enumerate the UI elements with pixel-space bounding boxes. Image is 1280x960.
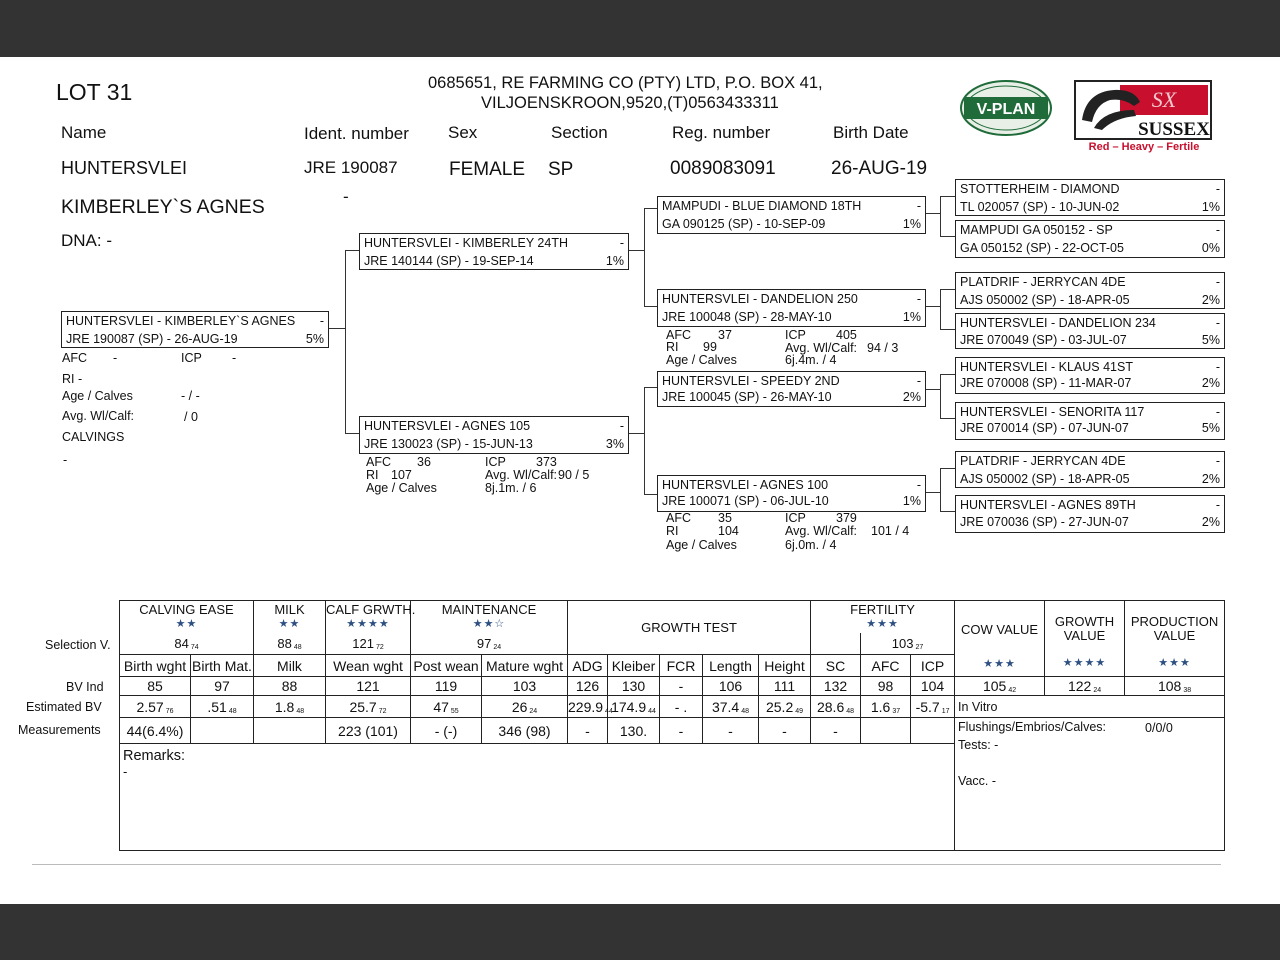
pedigree-gp-box[interactable]: HUNTERSVLEI - DANDELION 250 - JRE 100048 (SP) - 28-MAY-10 1% (657, 289, 926, 327)
est-acc: 76 (165, 707, 174, 715)
pedigree-name: HUNTERSVLEI - DANDELION 234 (960, 316, 1156, 330)
animal-section: SP (548, 159, 574, 180)
svg-text:Red – Heavy – Fertile: Red – Heavy – Fertile (1088, 141, 1200, 153)
gp2-ri-label: RI (666, 340, 679, 354)
col-header: Birth Mat. (191, 655, 254, 677)
animal-ident-dash: - (343, 187, 349, 206)
connector (644, 208, 645, 306)
est-acc: 37 (892, 707, 901, 715)
connector (345, 250, 346, 433)
self-afc-value: - (113, 351, 118, 365)
pedigree-name: HUNTERSVLEI - DANDELION 250 (662, 292, 858, 306)
selection-maintenance: 97 (476, 635, 492, 651)
est-value: - . (674, 698, 688, 715)
animal-reg: 0089083091 (670, 158, 776, 179)
gp4-ri-value: 104 (718, 524, 739, 538)
pedigree-pct: 2% (1201, 293, 1220, 307)
bv-cell: 104 (911, 677, 955, 696)
dam-afc-label: AFC (366, 455, 391, 469)
vplan-logo (960, 80, 1052, 136)
connector (940, 374, 941, 418)
bv-cell: 126 (568, 677, 608, 696)
col-header: SC (811, 655, 861, 677)
connector (940, 289, 955, 290)
group-fertility: FERTILITY (850, 602, 915, 618)
col-header: AFC (861, 655, 911, 677)
dam-age-value: 8j.1m. / 6 (485, 481, 537, 495)
self-afc-label: AFC (62, 351, 87, 365)
gp4-age-label: Age / Calves (666, 538, 737, 552)
table-row (120, 696, 1225, 718)
growth-value: 122 (1067, 678, 1092, 694)
selection-calf-acc: 72 (375, 643, 384, 651)
lot-number: LOT 31 (56, 79, 133, 105)
dam-afc-value: 36 (417, 455, 431, 469)
calving-stars-icon: ★★ (175, 618, 198, 631)
meas-cell: 346 (98) (482, 718, 568, 744)
est-acc: 44 (648, 707, 656, 715)
pedigree-pct: 1% (1201, 200, 1220, 214)
self-icp-value: - (232, 351, 237, 365)
est-value: 25.7 (349, 698, 377, 715)
pedigree-id: JRE 070014 (SP) - 07-JUN-07 (960, 421, 1129, 435)
header-section: Section (551, 123, 608, 142)
connector (644, 387, 645, 494)
est-value: 1.6 (870, 698, 891, 715)
col-header: FCR (660, 655, 703, 677)
genetics-table (119, 600, 1225, 851)
est-acc: 55 (450, 707, 459, 715)
pedigree-id: JRE 070036 (SP) - 27-JUN-07 (960, 515, 1129, 529)
est-acc: 48 (741, 707, 750, 715)
pedigree-name: STOTTERHEIM - DIAMOND (960, 182, 1120, 196)
footer-divider (32, 864, 1221, 865)
pedigree-name: MAMPUDI GA 050152 - SP (960, 223, 1113, 237)
meas-cell: - (811, 718, 861, 744)
selection-milk-acc: 48 (293, 643, 302, 651)
pedigree-pct: 5% (1201, 333, 1220, 347)
col-header: ICP (911, 655, 955, 677)
connector (345, 250, 359, 251)
connector (940, 329, 955, 330)
dam-avg-label: Avg. Wl/Calf: (485, 468, 558, 482)
fertility-stars-icon: ★★★ (866, 618, 899, 631)
col-header: Length (703, 655, 759, 677)
vaccinations: Vacc. - (958, 774, 997, 788)
self-avg-label: Avg. Wl/Calf: (62, 409, 135, 423)
pedigree-name: MAMPUDI - BLUE DIAMOND 18TH (662, 199, 862, 213)
col-header: Kleiber (608, 655, 660, 677)
meas-cell (191, 718, 254, 744)
bv-cell: 98 (861, 677, 911, 696)
meas-cell (911, 718, 955, 744)
pedigree-id: JRE 070008 (SP) - 11-MAR-07 (960, 376, 1132, 390)
group-calf-growth: CALF GRWTH. (326, 602, 416, 618)
connector (940, 468, 955, 469)
group-growth-test: GROWTH TEST (641, 620, 737, 635)
pedigree-id: JRE 070049 (SP) - 03-JUL-07 (960, 333, 1127, 347)
gp4-age-value: 6j.0m. / 4 (785, 538, 837, 552)
selection-maintenance-acc: 24 (493, 643, 502, 651)
in-vitro: In Vitro (958, 699, 998, 714)
pedigree-name: HUNTERSVLEI - SENORITA 117 (960, 405, 1145, 419)
meas-cell: - (660, 718, 703, 744)
pedigree-name: PLATDRIF - JERRYCAN 4DE (960, 275, 1126, 289)
pedigree-id: JRE 190087 (SP) - 26-AUG-19 (66, 332, 238, 346)
growth-value-stars-icon: ★★★★ (1062, 657, 1107, 670)
gp2-afc-value: 37 (718, 328, 732, 342)
flushings-value: 0/0/0 (1145, 721, 1173, 735)
bv-cell: 119 (411, 677, 482, 696)
connector (644, 387, 657, 388)
calf-stars-icon: ★★★★ (346, 618, 390, 631)
bv-cell: 132 (811, 677, 861, 696)
pedigree-pct: 1% (902, 494, 921, 508)
pedigree-pct: 3% (605, 437, 624, 451)
dam-icp-label: ICP (485, 455, 506, 469)
connector (926, 306, 940, 307)
animal-birth: 26-AUG-19 (831, 158, 928, 179)
pedigree-ggp-box[interactable]: PLATDRIF - JERRYCAN 4DE - AJS 050002 (SP) - 18-APR-05 2% (955, 272, 1225, 309)
pedigree-name: HUNTERSVLEI - KLAUS 41ST (960, 360, 1133, 374)
gp2-icp-value: 405 (836, 328, 857, 342)
dna: DNA: - (61, 231, 112, 250)
self-age-label: Age / Calves (62, 389, 133, 403)
pedigree-pct: 1% (902, 310, 921, 324)
pedigree-name: HUNTERSVLEI - AGNES 100 (662, 478, 829, 492)
pedigree-name: HUNTERSVLEI - SPEEDY 2ND (662, 374, 840, 388)
connector (644, 208, 657, 209)
pedigree-id: JRE 140144 (SP) - 19-SEP-14 (364, 254, 534, 268)
header-birth: Birth Date (833, 123, 909, 142)
pedigree-name: HUNTERSVLEI - KIMBERLEY`S AGNES (66, 314, 296, 328)
cow-value-acc: 42 (1008, 687, 1017, 694)
dam-ri-value: 107 (391, 468, 412, 482)
pedigree-name: HUNTERSVLEI - AGNES 89TH (960, 498, 1136, 512)
selection-milk: 88 (277, 635, 292, 651)
est-acc: 48 (296, 707, 305, 715)
pedigree-gp-box[interactable]: MAMPUDI - BLUE DIAMOND 18TH - GA 090125 (SP) - 10-SEP-09 1% (657, 196, 926, 234)
connector (940, 236, 955, 237)
est-acc: 48 (846, 707, 855, 715)
pedigree-gp-box[interactable]: HUNTERSVLEI - AGNES 100 - JRE 100071 (SP) - 06-JUL-10 1% (657, 475, 926, 512)
self-icp-label: ICP (181, 351, 202, 365)
est-acc: 48 (228, 707, 237, 715)
owner-line-2: VILJOENSKROON,9520,(T)0563433311 (481, 94, 779, 112)
est-value: 1.8 (274, 698, 295, 715)
est-value: 25.2 (765, 698, 794, 715)
meas-cell (254, 718, 326, 744)
sussex-logo (1074, 80, 1214, 154)
col-header: Milk (254, 655, 326, 677)
connector (940, 511, 955, 512)
connector (644, 306, 657, 307)
connector (926, 389, 940, 390)
header-ident: Ident. number (304, 124, 409, 143)
group-production-value: PRODUCTION VALUE (1130, 614, 1219, 643)
production-value-stars-icon: ★★★ (1158, 657, 1191, 670)
gp4-ri-label: RI (666, 524, 679, 538)
pedigree-self-box[interactable]: HUNTERSVLEI - KIMBERLEY`S AGNES - JRE 190087 (SP) - 26-AUG-19 5% (61, 311, 329, 348)
cow-value-stars-icon: ★★★ (983, 657, 1016, 670)
group-growth-value: GROWTH VALUE (1054, 614, 1115, 643)
row-label-estimated-bv: Estimated BV (26, 700, 102, 714)
meas-cell: - (759, 718, 811, 744)
pedigree-pct: 0% (1201, 241, 1220, 255)
est-value: 47 (433, 698, 449, 715)
gp4-avg-label: Avg. Wl/Calf: (785, 524, 858, 538)
selection-calving-acc: 74 (190, 643, 199, 651)
flushings-label: Flushings/Embrios/Calves: (958, 720, 1106, 734)
pedigree-id: JRE 100071 (SP) - 06-JUL-10 (662, 494, 829, 508)
col-header: Post wean (411, 655, 482, 677)
col-header: Birth wght (120, 655, 191, 677)
pedigree-ggp-box[interactable]: PLATDRIF - JERRYCAN 4DE - AJS 050002 (SP) - 18-APR-05 2% (955, 451, 1225, 488)
header-name: Name (61, 123, 107, 142)
connector (940, 196, 955, 197)
connector (345, 433, 359, 434)
bv-cell: 121 (326, 677, 411, 696)
pedigree-pct: 2% (1201, 376, 1220, 390)
connector (926, 213, 940, 214)
bv-cell: 88 (254, 677, 326, 696)
group-cow-value: COW VALUE (961, 622, 1039, 637)
self-avg-value: / 0 (184, 410, 198, 424)
bv-cell: 85 (120, 677, 191, 696)
pedigree-id: AJS 050002 (SP) - 18-APR-05 (960, 293, 1130, 307)
gp2-age-label: Age / Calves (666, 353, 737, 367)
remarks-value: - (123, 764, 128, 779)
pedigree-name: HUNTERSVLEI - KIMBERLEY 24TH (364, 236, 568, 250)
gp4-icp-value: 379 (836, 511, 857, 525)
dam-ri-label: RI (366, 468, 379, 482)
meas-cell (861, 718, 911, 744)
pedigree-ggp-box[interactable]: HUNTERSVLEI - DANDELION 234 - JRE 070049 (SP) - 03-JUL-07 5% (955, 313, 1225, 349)
dam-age-label: Age / Calves (366, 481, 437, 495)
meas-cell: 223 (101) (326, 718, 411, 744)
pedigree-id: GA 050152 (SP) - 22-OCT-05 (960, 241, 1124, 255)
meas-cell: - (-) (411, 718, 482, 744)
selection-calf: 121 (352, 635, 374, 651)
pedigree-pct: 2% (902, 390, 921, 404)
self-ri: RI - (62, 372, 83, 386)
connector (629, 433, 644, 434)
cow-value: 105 (982, 678, 1007, 694)
est-value: 26 (511, 698, 528, 715)
bv-cell: - (660, 677, 703, 696)
pedigree-pct: 1% (605, 254, 624, 268)
est-acc: 72 (378, 707, 387, 715)
svg-text:SUSSEX: SUSSEX (1138, 119, 1210, 140)
header-reg: Reg. number (672, 123, 771, 142)
row-label-bv-ind: BV Ind (66, 680, 104, 694)
selection-fertility-acc: 27 (915, 643, 924, 651)
bv-cell: 111 (759, 677, 811, 696)
row-label-measurements: Measurements (18, 723, 101, 737)
pedigree-gp-box[interactable]: HUNTERSVLEI - SPEEDY 2ND - JRE 100045 (SP) - 26-MAY-10 2% (657, 371, 926, 407)
gp4-avg-value: 101 / 4 (871, 524, 910, 538)
est-value: 174.9 (611, 698, 647, 715)
remarks-label: Remarks: (123, 748, 186, 764)
row-label-selection: Selection V. (45, 638, 111, 652)
pedigree-id: AJS 050002 (SP) - 18-APR-05 (960, 472, 1130, 486)
maintenance-stars-icon: ★★☆ (472, 618, 506, 631)
pedigree-id: JRE 100048 (SP) - 28-MAY-10 (662, 310, 832, 324)
connector (940, 196, 941, 236)
pedigree-ggp-box[interactable]: HUNTERSVLEI - KLAUS 41ST - JRE 070008 (SP) - 11-MAR-07 2% (955, 357, 1225, 394)
header-sex: Sex (448, 123, 478, 142)
pedigree-name: HUNTERSVLEI - AGNES 105 (364, 419, 531, 433)
gp4-afc-value: 35 (718, 511, 732, 525)
gp2-ri-value: 99 (703, 340, 717, 354)
svg-text:V-PLAN: V-PLAN (976, 101, 1036, 118)
pedigree-id: GA 090125 (SP) - 10-SEP-09 (662, 217, 826, 231)
est-acc: 49 (795, 707, 804, 715)
svg-text:SX: SX (1151, 87, 1177, 112)
connector (644, 494, 657, 495)
gp4-afc-label: AFC (666, 511, 691, 525)
est-value: -5.7 (915, 698, 940, 715)
gp2-afc-label: AFC (666, 328, 691, 342)
est-value: .51 (207, 698, 227, 715)
connector (940, 374, 955, 375)
col-header: Height (759, 655, 811, 677)
bv-cell: 106 (703, 677, 759, 696)
animal-name-1: HUNTERSVLEI (61, 158, 188, 178)
self-calvings: CALVINGS (62, 430, 125, 444)
animal-sex: FEMALE (449, 159, 526, 180)
pedigree-id: JRE 130023 (SP) - 15-JUN-13 (364, 437, 533, 451)
pedigree-pct: 5% (1201, 421, 1220, 435)
table-row (120, 718, 1225, 744)
meas-cell: - (703, 718, 759, 744)
est-value: 2.57 (136, 698, 164, 715)
col-header: Wean wght (326, 655, 411, 677)
pedigree-id: JRE 100045 (SP) - 26-MAY-10 (662, 390, 832, 404)
self-age-value: - / - (181, 389, 200, 403)
owner-line-1: 0685651, RE FARMING CO (PTY) LTD, P.O. BOX 41, (428, 74, 823, 92)
col-header: ADG (568, 655, 608, 677)
self-calvings-dash: - (63, 453, 68, 467)
dam-avg-value: 90 / 5 (558, 468, 590, 482)
group-milk: MILK (274, 602, 305, 618)
est-value: 229.9 (568, 698, 604, 715)
selection-calving: 84 (174, 635, 189, 651)
est-acc: 44 (605, 707, 613, 715)
est-value: 37.4 (711, 698, 740, 715)
pedigree-pct: 1% (902, 217, 921, 231)
pedigree-pct: 2% (1201, 472, 1220, 486)
gp2-avg-value: 94 / 3 (867, 341, 899, 355)
bottom-bar (0, 904, 1280, 960)
connector (940, 468, 941, 511)
meas-cell: - (568, 718, 608, 744)
pedigree-id: TL 020057 (SP) - 10-JUN-02 (960, 200, 1120, 214)
est-acc: 17 (941, 707, 950, 715)
gp2-age-value: 6j.4m. / 4 (785, 353, 837, 367)
connector (329, 328, 345, 329)
dam-icp-value: 373 (536, 455, 557, 469)
connector (629, 250, 644, 251)
pedigree-name: PLATDRIF - JERRYCAN 4DE (960, 454, 1126, 468)
table-row (120, 677, 1225, 696)
pedigree-ggp-box[interactable]: HUNTERSVLEI - AGNES 89TH - JRE 070036 (SP) - 27-JUN-07 2% (955, 495, 1225, 533)
bv-cell: 97 (191, 677, 254, 696)
tests: Tests: - (958, 738, 999, 752)
pedigree-ggp-box[interactable]: HUNTERSVLEI - SENORITA 117 - JRE 070014 (SP) - 07-JUN-07 5% (955, 402, 1225, 440)
col-header: Mature wght (482, 655, 568, 677)
group-maintenance: MAINTENANCE (441, 602, 537, 618)
pedigree-pct: 2% (1201, 515, 1220, 529)
est-value: 28.6 (816, 698, 845, 715)
pedigree-pct: 5% (305, 332, 324, 346)
bv-cell: 103 (482, 677, 568, 696)
connector (940, 289, 941, 329)
milk-stars-icon: ★★ (278, 618, 301, 631)
meas-cell: 44(6.4%) (120, 718, 191, 744)
est-acc: 24 (529, 707, 538, 715)
growth-value-acc: 24 (1093, 687, 1102, 694)
bv-cell: 130 (608, 677, 660, 696)
group-calving-ease: CALVING EASE (139, 602, 234, 618)
pedigree-ggp-box[interactable]: STOTTERHEIM - DIAMOND - TL 020057 (SP) - 10-JUN-02 1% (955, 179, 1225, 216)
gp2-icp-label: ICP (785, 328, 806, 342)
gp4-icp-label: ICP (785, 511, 806, 525)
gp2-avg-label: Avg. Wl/Calf: (785, 341, 858, 355)
connector (926, 492, 940, 493)
selection-fertility: 103 (891, 635, 914, 651)
animal-ident: JRE 190087 (304, 158, 398, 177)
pedigree-ggp-box[interactable]: MAMPUDI GA 050152 - SP - GA 050152 (SP) - 22-OCT-05 0% (955, 220, 1225, 258)
pedigree-dam-box[interactable]: HUNTERSVLEI - AGNES 105 - JRE 130023 (SP) - 15-JUN-13 3% (359, 416, 629, 454)
meas-cell: 130. (608, 718, 660, 744)
connector (940, 418, 955, 419)
production-value: 108 (1157, 678, 1182, 694)
top-bar (0, 0, 1280, 57)
pedigree-sire-box[interactable]: HUNTERSVLEI - KIMBERLEY 24TH - JRE 140144 (SP) - 19-SEP-14 1% (359, 233, 629, 270)
animal-name-2: KIMBERLEY`S AGNES (61, 196, 265, 218)
production-value-acc: 38 (1183, 687, 1192, 694)
